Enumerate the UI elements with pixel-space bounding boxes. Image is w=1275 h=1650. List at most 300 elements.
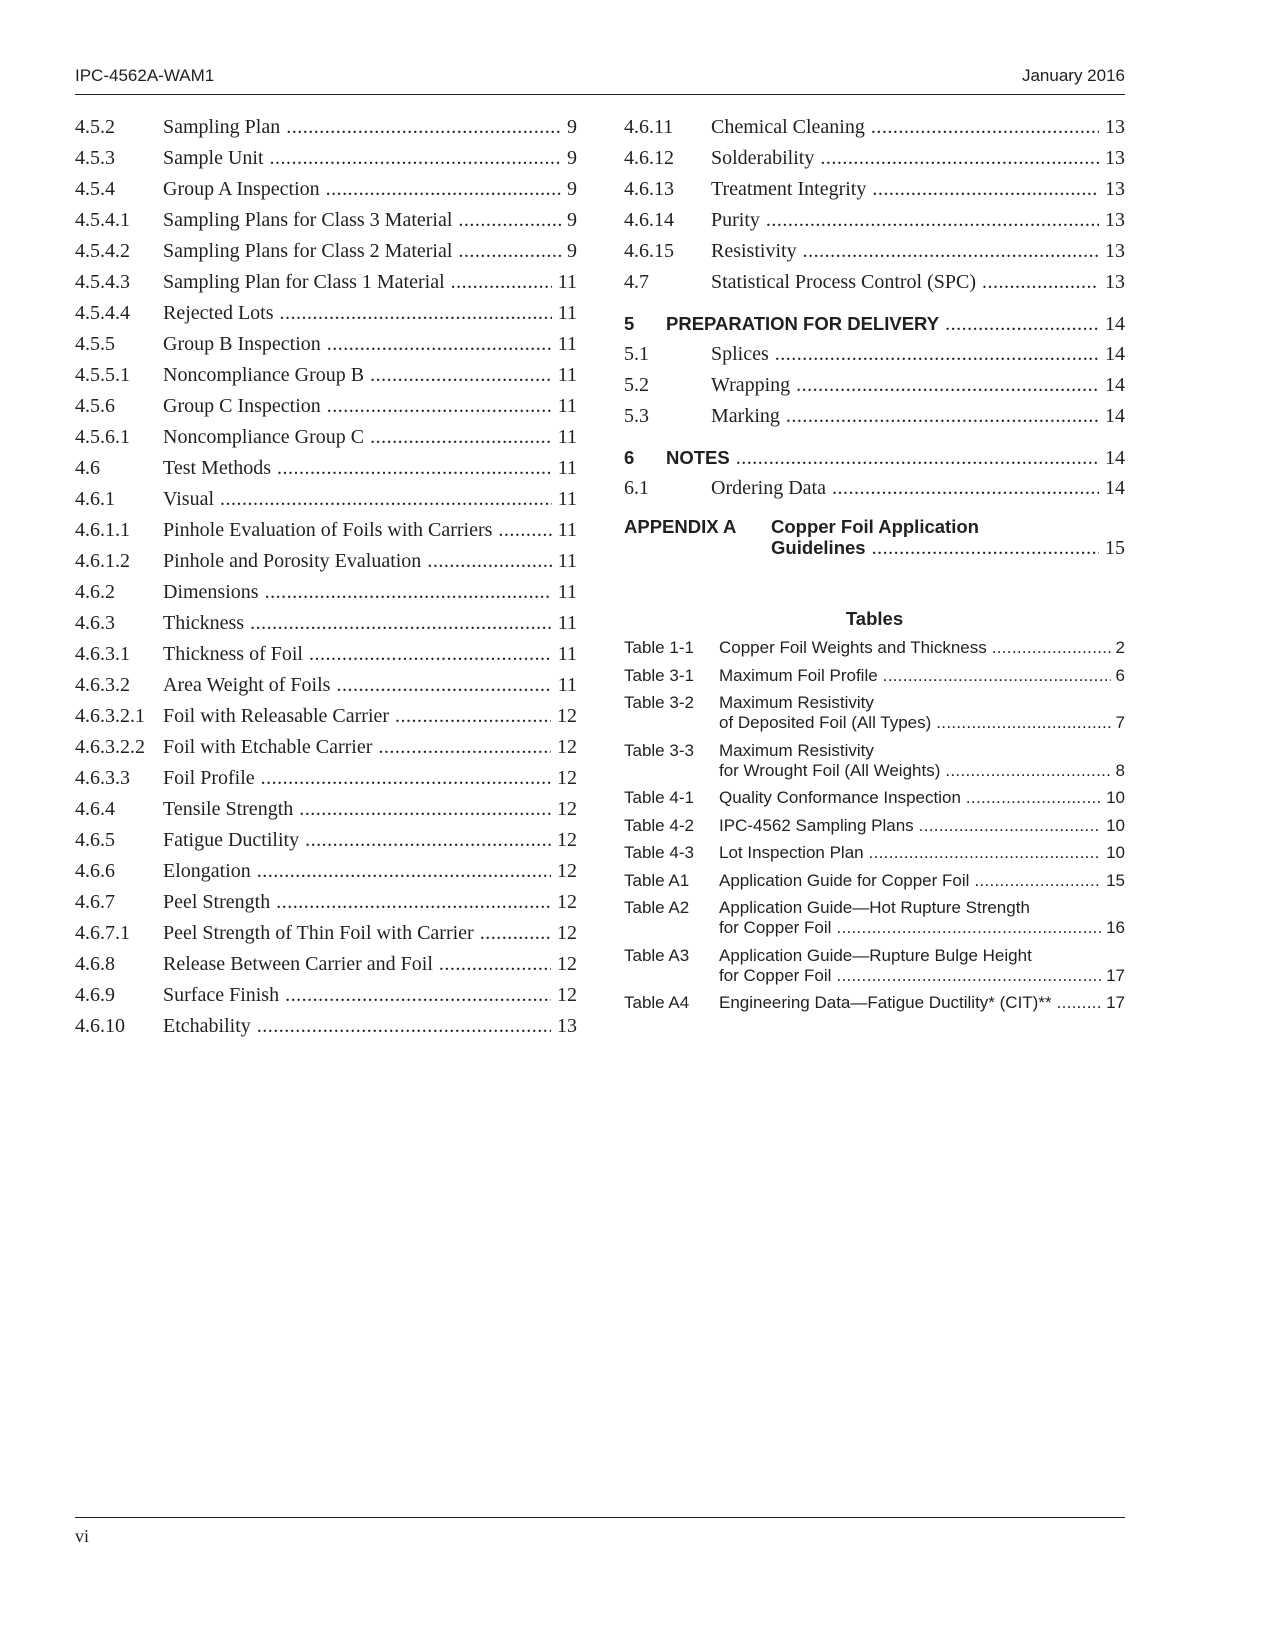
table-title-line bbox=[719, 816, 1125, 836]
entry-number: 4.7 bbox=[624, 271, 649, 293]
entry-page: 11 bbox=[557, 426, 577, 448]
entry-number: 4.6.3.2 bbox=[75, 674, 130, 696]
table-title-line bbox=[719, 898, 1125, 918]
appendix-page: 15 bbox=[1105, 537, 1125, 559]
table-title-text: for Copper Foil bbox=[719, 965, 832, 985]
appendix-title-line2: Guidelines bbox=[771, 537, 866, 558]
table-title-line bbox=[719, 761, 1125, 781]
entry-page: 12 bbox=[557, 922, 577, 944]
dot-leader bbox=[982, 267, 1099, 298]
table-title-text: Copper Foil Weights and Thickness bbox=[719, 638, 987, 657]
page-header bbox=[75, 64, 1125, 95]
dot-leader bbox=[439, 949, 551, 980]
entry-page: 11 bbox=[557, 612, 577, 634]
toc-entry[interactable] bbox=[624, 339, 1125, 370]
document-date: January 2016 bbox=[1021, 66, 1125, 85]
entry-page: 12 bbox=[557, 798, 577, 820]
entry-title: Ordering Data bbox=[711, 477, 826, 499]
entry-page: 11 bbox=[557, 674, 577, 696]
table-title-line bbox=[719, 843, 1125, 863]
dot-leader bbox=[498, 515, 551, 546]
dot-leader bbox=[378, 732, 551, 763]
entry-number: 4.6.11 bbox=[624, 116, 674, 138]
entry-number: 5.3 bbox=[624, 405, 649, 427]
entry-page: 12 bbox=[557, 767, 577, 789]
appendix-title-line2-row bbox=[771, 537, 1125, 559]
table-title-text: Application Guide—Rupture Bulge Height bbox=[719, 945, 1032, 965]
dot-leader bbox=[871, 112, 1099, 143]
entry-page: 11 bbox=[557, 457, 577, 479]
entry-title: Pinhole and Porosity Evaluation bbox=[163, 550, 422, 572]
entry-number: 4.5.6.1 bbox=[75, 426, 130, 448]
dot-leader bbox=[803, 236, 1099, 267]
entry-number: 4.5.6 bbox=[75, 395, 115, 417]
table-entry[interactable] bbox=[624, 993, 1125, 1021]
appendix-label: APPENDIX A bbox=[624, 516, 737, 537]
entry-page: 13 bbox=[1105, 271, 1125, 293]
dot-leader bbox=[277, 453, 552, 484]
toc-entry[interactable] bbox=[624, 143, 1125, 174]
entry-page: 13 bbox=[1105, 209, 1125, 231]
document-id: IPC-4562A-WAM1 bbox=[75, 66, 215, 85]
toc-section-5[interactable] bbox=[624, 308, 1125, 339]
entry-title: Sampling Plan for Class 1 Material bbox=[163, 271, 445, 293]
entry-number: 4.6.12 bbox=[624, 147, 674, 169]
table-title bbox=[719, 843, 1125, 863]
entry-page: 13 bbox=[1105, 147, 1125, 169]
entry-title: Foil Profile bbox=[163, 767, 255, 789]
entry-number: 4.6 bbox=[75, 457, 100, 479]
dot-leader bbox=[820, 143, 1099, 174]
toc-entry[interactable] bbox=[75, 329, 577, 360]
table-title-line bbox=[719, 713, 1125, 733]
dot-leader bbox=[370, 422, 552, 453]
entry-number: 4.5.4 bbox=[75, 178, 115, 200]
entry-number: 4.5.5.1 bbox=[75, 364, 130, 386]
toc-entry[interactable] bbox=[75, 515, 577, 546]
dot-leader bbox=[966, 788, 1101, 808]
toc-entry[interactable] bbox=[75, 670, 577, 701]
toc-entry[interactable] bbox=[624, 205, 1125, 236]
table-title bbox=[719, 638, 1125, 658]
page-footer bbox=[75, 1517, 1125, 1546]
dot-leader bbox=[919, 816, 1101, 836]
table-title-line bbox=[719, 638, 1125, 658]
entry-page: 11 bbox=[557, 271, 577, 293]
toc-entry[interactable] bbox=[75, 577, 577, 608]
table-entry[interactable] bbox=[624, 638, 1125, 666]
entry-number: 4.6.1 bbox=[75, 488, 115, 510]
dot-leader bbox=[736, 443, 1099, 473]
entry-page: 9 bbox=[567, 240, 577, 262]
toc-entry[interactable] bbox=[75, 267, 577, 298]
entry-page: 11 bbox=[557, 550, 577, 572]
toc-entry[interactable] bbox=[75, 143, 577, 174]
toc-entry[interactable] bbox=[75, 453, 577, 484]
table-page: 10 bbox=[1106, 843, 1125, 862]
toc-section-6[interactable] bbox=[624, 442, 1125, 473]
dot-leader bbox=[257, 1011, 551, 1042]
toc-entry[interactable] bbox=[75, 701, 577, 732]
entry-title: Solderability bbox=[711, 147, 815, 169]
section-page: 14 bbox=[1105, 313, 1125, 335]
toc-entry[interactable] bbox=[624, 267, 1125, 298]
entry-page: 11 bbox=[557, 488, 577, 510]
table-title-text: Application Guide for Copper Foil bbox=[719, 870, 970, 890]
table-number: Table 3-1 bbox=[624, 665, 694, 685]
toc-entry[interactable] bbox=[75, 112, 577, 143]
table-page: 17 bbox=[1106, 965, 1125, 985]
entry-number: 4.6.9 bbox=[75, 984, 115, 1006]
entry-number: 4.5.5 bbox=[75, 333, 115, 355]
entry-title: Sampling Plans for Class 2 Material bbox=[163, 240, 453, 262]
table-entry[interactable] bbox=[624, 666, 1125, 694]
section-title: NOTES bbox=[666, 447, 730, 468]
entry-number: 4.6.1.1 bbox=[75, 519, 130, 541]
entry-title: Noncompliance Group B bbox=[163, 364, 365, 386]
entry-title: Foil with Etchable Carrier bbox=[163, 736, 373, 758]
toc-entry[interactable] bbox=[75, 639, 577, 670]
entry-page: 13 bbox=[557, 1015, 577, 1037]
toc-entry[interactable] bbox=[75, 732, 577, 763]
table-title bbox=[719, 993, 1125, 1013]
dot-leader bbox=[775, 339, 1099, 370]
table-title bbox=[719, 693, 1125, 733]
dot-leader bbox=[974, 871, 1101, 891]
table-title bbox=[719, 871, 1125, 891]
table-title-text: Quality Conformance Inspection bbox=[719, 788, 961, 807]
table-entry[interactable] bbox=[624, 741, 1125, 789]
dot-leader bbox=[276, 887, 551, 918]
toc-entry[interactable] bbox=[624, 370, 1125, 401]
entry-number: 4.6.3.2.2 bbox=[75, 736, 145, 758]
table-entry[interactable] bbox=[624, 898, 1125, 946]
table-number: Table 3-2 bbox=[624, 693, 694, 712]
entry-number: 4.6.13 bbox=[624, 178, 674, 200]
entry-title: Elongation bbox=[163, 860, 251, 882]
table-title-text: Application Guide—Hot Rupture Strength bbox=[719, 898, 1030, 917]
toc-entry[interactable] bbox=[75, 1011, 577, 1042]
entry-number: 4.5.4.2 bbox=[75, 240, 130, 262]
toc-entry[interactable] bbox=[75, 360, 577, 391]
entry-number: 4.6.3.2.1 bbox=[75, 705, 145, 727]
dot-leader bbox=[261, 763, 551, 794]
toc-entry[interactable] bbox=[75, 608, 577, 639]
entry-page: 11 bbox=[557, 364, 577, 386]
dot-leader bbox=[796, 370, 1099, 401]
entry-page: 9 bbox=[567, 147, 577, 169]
dot-leader bbox=[945, 761, 1110, 781]
dot-leader bbox=[305, 825, 551, 856]
dot-leader bbox=[480, 918, 551, 949]
table-title bbox=[719, 898, 1125, 938]
toc-entry[interactable] bbox=[624, 174, 1125, 205]
entry-page: 12 bbox=[557, 860, 577, 882]
entry-page: 11 bbox=[557, 519, 577, 541]
toc-entry[interactable] bbox=[75, 918, 577, 949]
entry-title: Group A Inspection bbox=[163, 178, 320, 200]
dot-leader bbox=[370, 360, 552, 391]
dot-leader bbox=[872, 174, 1099, 205]
entry-title: Thickness bbox=[163, 612, 245, 634]
dot-leader bbox=[869, 843, 1101, 863]
toc-entry[interactable] bbox=[75, 422, 577, 453]
table-title-text: Maximum Resistivity bbox=[719, 740, 874, 760]
table-title-line bbox=[719, 918, 1125, 938]
toc-entry[interactable] bbox=[75, 484, 577, 515]
entry-page: 11 bbox=[557, 333, 577, 355]
entry-number: 4.6.3.1 bbox=[75, 643, 130, 665]
entry-page: 12 bbox=[557, 891, 577, 913]
entry-page: 12 bbox=[557, 953, 577, 975]
table-entry[interactable] bbox=[624, 693, 1125, 741]
entry-number: 4.6.14 bbox=[624, 209, 674, 231]
toc-entry[interactable] bbox=[624, 473, 1125, 504]
toc-entry[interactable] bbox=[75, 205, 577, 236]
entry-number: 4.6.5 bbox=[75, 829, 115, 851]
entry-number: 4.6.7.1 bbox=[75, 922, 130, 944]
table-title-line bbox=[719, 693, 1125, 713]
table-title-text: IPC-4562 Sampling Plans bbox=[719, 815, 914, 835]
table-title bbox=[719, 666, 1125, 686]
dot-leader bbox=[326, 174, 561, 205]
toc-left-column bbox=[75, 112, 577, 1042]
entry-page: 9 bbox=[567, 116, 577, 138]
dot-leader bbox=[309, 639, 552, 670]
entry-number: 4.6.3 bbox=[75, 612, 115, 634]
entry-number: 4.6.1.2 bbox=[75, 550, 130, 572]
table-title-text: for Wrought Foil (All Weights) bbox=[719, 760, 941, 780]
toc-entry[interactable] bbox=[75, 174, 577, 205]
toc-entry[interactable] bbox=[75, 298, 577, 329]
table-number: Table 1-1 bbox=[624, 638, 694, 657]
table-entry[interactable] bbox=[624, 788, 1125, 816]
entry-title: Peel Strength of Thin Foil with Carrier bbox=[163, 922, 474, 944]
table-page: 10 bbox=[1106, 788, 1125, 807]
entry-number: 4.6.2 bbox=[75, 581, 115, 603]
entry-page: 14 bbox=[1105, 477, 1125, 499]
table-title bbox=[719, 816, 1125, 836]
entry-page: 13 bbox=[1105, 116, 1125, 138]
dot-leader bbox=[265, 577, 552, 608]
entry-number: 4.5.4.3 bbox=[75, 271, 130, 293]
section-number: 6 bbox=[624, 447, 635, 468]
dot-leader bbox=[327, 329, 552, 360]
entry-page: 14 bbox=[1105, 405, 1125, 427]
dot-leader bbox=[836, 918, 1101, 938]
entry-title: Tensile Strength bbox=[163, 798, 294, 820]
entry-page: 11 bbox=[557, 395, 577, 417]
entry-title: Thickness of Foil bbox=[163, 643, 303, 665]
entry-title: Etchability bbox=[163, 1015, 251, 1037]
entry-page: 12 bbox=[557, 736, 577, 758]
toc-entry[interactable] bbox=[75, 763, 577, 794]
toc-entry[interactable] bbox=[75, 856, 577, 887]
entry-page: 12 bbox=[557, 705, 577, 727]
entry-title: Fatigue Ductility bbox=[163, 829, 300, 851]
dot-leader bbox=[286, 112, 561, 143]
dot-leader bbox=[427, 546, 551, 577]
dot-leader bbox=[883, 666, 1111, 686]
table-entry[interactable] bbox=[624, 816, 1125, 844]
dot-leader bbox=[327, 391, 552, 422]
table-page: 2 bbox=[1115, 638, 1125, 657]
table-page: 16 bbox=[1106, 918, 1125, 937]
entry-number: 4.6.3.3 bbox=[75, 767, 130, 789]
table-title-text: Lot Inspection Plan bbox=[719, 843, 864, 862]
dot-leader bbox=[270, 143, 561, 174]
toc-entry[interactable] bbox=[75, 236, 577, 267]
table-title-line bbox=[719, 788, 1125, 808]
dot-leader bbox=[832, 473, 1099, 504]
table-number: Table A2 bbox=[624, 898, 690, 917]
toc-entry[interactable] bbox=[75, 825, 577, 856]
entry-number: 4.5.4.1 bbox=[75, 209, 130, 231]
table-number: Table A3 bbox=[624, 945, 690, 965]
entry-number: 4.5.4.4 bbox=[75, 302, 130, 324]
entry-page: 9 bbox=[567, 178, 577, 200]
entry-title: Noncompliance Group C bbox=[163, 426, 365, 448]
table-number: Table 4-3 bbox=[624, 843, 694, 862]
entry-page: 13 bbox=[1105, 178, 1125, 200]
toc-entry[interactable] bbox=[75, 794, 577, 825]
toc-section-5-list bbox=[624, 339, 1125, 432]
tables-list bbox=[624, 638, 1125, 1021]
toc-entry[interactable] bbox=[75, 887, 577, 918]
entry-title: Resistivity bbox=[711, 240, 797, 262]
section-page: 14 bbox=[1105, 447, 1125, 469]
dot-leader bbox=[992, 638, 1111, 658]
toc-entry[interactable] bbox=[75, 949, 577, 980]
dot-leader bbox=[220, 484, 552, 515]
dot-leader bbox=[936, 713, 1110, 733]
entry-title: Treatment Integrity bbox=[711, 178, 867, 200]
entry-title: Sampling Plans for Class 3 Material bbox=[163, 209, 453, 231]
entry-number: 4.5.2 bbox=[75, 116, 115, 138]
entry-page: 13 bbox=[1105, 240, 1125, 262]
table-title-text: Engineering Data—Fatigue Ductility* (CIT)** bbox=[719, 993, 1052, 1012]
entry-title: Release Between Carrier and Foil bbox=[163, 953, 433, 975]
entry-number: 4.6.4 bbox=[75, 798, 115, 820]
toc-entry[interactable] bbox=[75, 546, 577, 577]
entry-page: 11 bbox=[557, 643, 577, 665]
toc-entry[interactable] bbox=[624, 401, 1125, 432]
entry-title: Statistical Process Control (SPC) bbox=[711, 271, 976, 293]
entry-title: Rejected Lots bbox=[163, 302, 274, 324]
entry-title: Purity bbox=[711, 209, 760, 231]
entry-title: Wrapping bbox=[711, 374, 791, 396]
page-number: vi bbox=[75, 1526, 90, 1546]
dot-leader bbox=[945, 309, 1099, 339]
entry-title: Group C Inspection bbox=[163, 395, 321, 417]
entry-title: Area Weight of Foils bbox=[163, 674, 331, 696]
table-entry[interactable] bbox=[624, 871, 1125, 899]
dot-leader bbox=[257, 856, 551, 887]
dot-leader bbox=[458, 236, 561, 267]
dot-leader bbox=[872, 537, 1099, 559]
entry-title: Sampling Plan bbox=[163, 116, 281, 138]
entry-title: Group B Inspection bbox=[163, 333, 321, 355]
entry-number: 5.1 bbox=[624, 343, 649, 365]
table-title-text: Maximum Foil Profile bbox=[719, 665, 878, 685]
dot-leader bbox=[285, 980, 551, 1011]
entry-title: Marking bbox=[711, 405, 780, 427]
entry-number: 4.6.6 bbox=[75, 860, 115, 882]
entry-page: 11 bbox=[557, 581, 577, 603]
dot-leader bbox=[299, 794, 551, 825]
dot-leader bbox=[458, 205, 561, 236]
table-title bbox=[719, 946, 1125, 986]
entry-title: Sample Unit bbox=[163, 147, 264, 169]
table-title-line bbox=[719, 871, 1125, 891]
entry-number: 4.6.7 bbox=[75, 891, 115, 913]
tables-heading: Tables bbox=[845, 608, 904, 629]
table-page: 8 bbox=[1115, 760, 1125, 780]
table-title bbox=[719, 788, 1125, 808]
toc-right-list bbox=[624, 112, 1125, 298]
table-page: 10 bbox=[1106, 815, 1125, 835]
toc-entry[interactable] bbox=[624, 236, 1125, 267]
entry-page: 11 bbox=[557, 302, 577, 324]
dot-leader bbox=[786, 401, 1099, 432]
dot-leader bbox=[250, 608, 552, 639]
dot-leader bbox=[280, 298, 552, 329]
entry-title: Splices bbox=[711, 343, 769, 365]
dot-leader bbox=[336, 670, 551, 701]
entry-title: Dimensions bbox=[163, 581, 259, 603]
entry-title: Visual bbox=[163, 488, 215, 510]
table-entry[interactable] bbox=[624, 946, 1125, 994]
table-page: 6 bbox=[1115, 665, 1125, 685]
toc-appendix-a[interactable] bbox=[624, 516, 1125, 560]
entry-number: 4.6.8 bbox=[75, 953, 115, 975]
entry-number: 5.2 bbox=[624, 374, 649, 396]
entry-title: Pinhole Evaluation of Foils with Carriers bbox=[163, 519, 493, 541]
table-entry[interactable] bbox=[624, 843, 1125, 871]
dot-leader bbox=[395, 701, 551, 732]
entry-title: Foil with Releasable Carrier bbox=[163, 705, 390, 727]
table-title-text: of Deposited Foil (All Types) bbox=[719, 713, 932, 732]
toc-entry[interactable] bbox=[624, 112, 1125, 143]
table-title-text: Maximum Resistivity bbox=[719, 693, 874, 712]
table-title-line bbox=[719, 666, 1125, 686]
table-number: Table A4 bbox=[624, 993, 690, 1012]
table-number: Table 3-3 bbox=[624, 740, 694, 760]
toc-entry[interactable] bbox=[75, 980, 577, 1011]
appendix-title-line1: Copper Foil Application bbox=[771, 516, 979, 537]
entry-page: 12 bbox=[557, 984, 577, 1006]
entry-title: Test Methods bbox=[163, 457, 272, 479]
table-page: 15 bbox=[1106, 870, 1125, 890]
table-title bbox=[719, 741, 1125, 781]
table-page: 7 bbox=[1115, 713, 1125, 732]
table-number: Table 4-2 bbox=[624, 815, 694, 835]
entry-title: Peel Strength bbox=[163, 891, 271, 913]
table-number: Table A1 bbox=[624, 870, 690, 890]
entry-title: Surface Finish bbox=[163, 984, 280, 1006]
table-title-line bbox=[719, 741, 1125, 761]
toc-entry[interactable] bbox=[75, 391, 577, 422]
entry-title: Chemical Cleaning bbox=[711, 116, 865, 138]
table-title-text: for Copper Foil bbox=[719, 918, 832, 937]
toc-right-column bbox=[624, 112, 1125, 1021]
entry-page: 9 bbox=[567, 209, 577, 231]
dot-leader bbox=[836, 966, 1101, 986]
table-title-line bbox=[719, 946, 1125, 966]
dot-leader bbox=[766, 205, 1099, 236]
dot-leader bbox=[451, 267, 552, 298]
entry-number: 6.1 bbox=[624, 477, 649, 499]
